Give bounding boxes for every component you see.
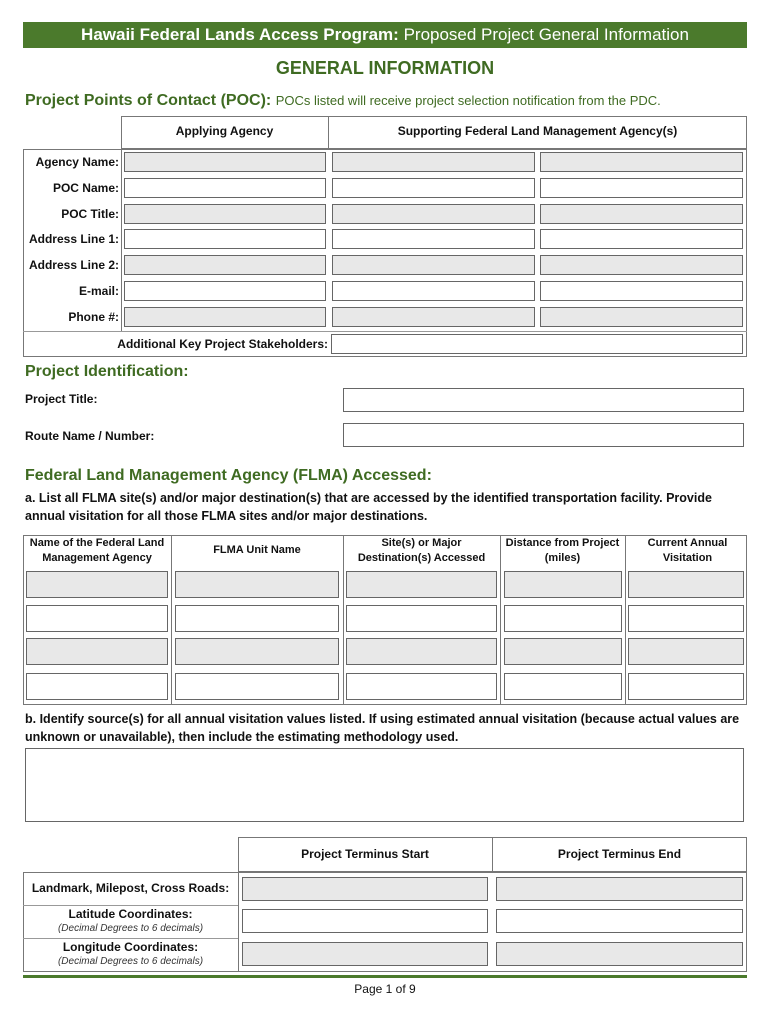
terminus-end-longitude-input[interactable]: [496, 942, 743, 966]
supporting-2-email-input[interactable]: [540, 281, 743, 301]
applying-phone-input[interactable]: [124, 307, 326, 327]
supporting-2-address-1-input[interactable]: [540, 229, 743, 249]
label-email: E-mail:: [78, 284, 119, 298]
flma-row4-agency-input[interactable]: [26, 673, 168, 700]
flma-row1-agency-input[interactable]: [26, 571, 168, 598]
col-supporting-agency: Supporting Federal Land Management Agency(s): [397, 124, 678, 138]
flma-row1-distance-input[interactable]: [504, 571, 622, 598]
flma-row1-unit-input[interactable]: [175, 571, 339, 598]
applying-address-1-input[interactable]: [124, 229, 326, 249]
supporting-2-phone-input[interactable]: [540, 307, 743, 327]
col-flma-unit: FLMA Unit Name: [213, 544, 301, 556]
identification-heading: Project Identification:: [25, 363, 189, 380]
flma-row4-unit-input[interactable]: [175, 673, 339, 700]
col-flma-sites: Site(s) or Major Destination(s) Accessed: [357, 537, 486, 564]
col-terminus-end: Project Terminus End: [557, 847, 682, 861]
label-landmark: Landmark, Milepost, Cross Roads:: [31, 881, 230, 895]
flma-instruction-b: b. Identify source(s) for all annual visitation values listed. If using estimated annual visitation (because actual values are unknown or unavailable), then include the estimating methodology used.: [25, 712, 740, 744]
flma-row3-sites-input[interactable]: [346, 638, 497, 665]
poc-heading: [25, 92, 661, 110]
page-title: GENERAL INFORMATION: [275, 58, 495, 78]
terminus-start-latitude-input[interactable]: [242, 909, 488, 933]
flma-row1-sites-input[interactable]: [346, 571, 497, 598]
poc-label-divider: [121, 149, 122, 331]
applying-email-input[interactable]: [124, 281, 326, 301]
col-applying-agency: Applying Agency: [175, 124, 274, 138]
terminus-row-divider-2: [23, 938, 238, 939]
flma-row2-agency-input[interactable]: [26, 605, 168, 632]
supporting-2-address-2-input[interactable]: [540, 255, 743, 275]
supporting-1-poc-name-input[interactable]: [332, 178, 535, 198]
supporting-agency-2-name-input[interactable]: [540, 152, 743, 172]
flma-row2-visitation-input[interactable]: [628, 605, 744, 632]
flma-row4-visitation-input[interactable]: [628, 673, 744, 700]
col-flma-visitation: Current Annual Visitation: [647, 537, 728, 564]
stakeholders-input[interactable]: [331, 334, 743, 354]
label-phone: Phone #:: [68, 310, 119, 324]
label-route: Route Name / Number:: [25, 429, 155, 443]
flma-row1-visitation-input[interactable]: [628, 571, 744, 598]
banner-program: Hawaii Federal Lands Access Program:: [81, 25, 399, 44]
col-flma-distance: Distance from Project (miles): [505, 537, 620, 564]
supporting-1-poc-title-input[interactable]: [332, 204, 535, 224]
supporting-1-phone-input[interactable]: [332, 307, 535, 327]
applying-agency-name-input[interactable]: [124, 152, 326, 172]
terminus-start-landmark-input[interactable]: [242, 877, 488, 901]
label-project-title: Project Title:: [25, 392, 98, 406]
supporting-2-poc-title-input[interactable]: [540, 204, 743, 224]
flma-row3-visitation-input[interactable]: [628, 638, 744, 665]
project-title-input[interactable]: [343, 388, 744, 412]
label-poc-title: POC Title:: [61, 207, 119, 221]
label-latitude: Latitude Coordinates:: [68, 907, 193, 921]
terminus-start-longitude-input[interactable]: [242, 942, 488, 966]
flma-row2-distance-input[interactable]: [504, 605, 622, 632]
longitude-note: (Decimal Degrees to 6 decimals): [57, 956, 204, 967]
terminus-end-landmark-input[interactable]: [496, 877, 743, 901]
footer-rule: [23, 975, 747, 978]
poc-heading-label: Project Points of Contact (POC):: [25, 92, 272, 109]
flma-col-divider-2: [343, 535, 344, 705]
supporting-2-poc-name-input[interactable]: [540, 178, 743, 198]
terminus-row-divider-1: [23, 905, 238, 906]
flma-row2-sites-input[interactable]: [346, 605, 497, 632]
flma-row3-distance-input[interactable]: [504, 638, 622, 665]
label-address-1: Address Line 1:: [28, 232, 119, 246]
flma-instruction-a: a. List all FLMA site(s) and/or major destination(s) that are accessed by the identified transportation facility. Provide annual visitation for all those FLMA sites and/or major destinations.: [25, 491, 712, 523]
flma-row4-distance-input[interactable]: [504, 673, 622, 700]
label-stakeholders: Additional Key Project Stakeholders:: [117, 337, 328, 351]
label-address-2: Address Line 2:: [28, 258, 119, 272]
flma-row4-sites-input[interactable]: [346, 673, 497, 700]
route-input[interactable]: [343, 423, 744, 447]
flma-row2-unit-input[interactable]: [175, 605, 339, 632]
col-flma-agency: Name of the Federal Land Management Agency: [29, 537, 165, 564]
supporting-agency-1-name-input[interactable]: [332, 152, 535, 172]
applying-poc-title-input[interactable]: [124, 204, 326, 224]
terminus-end-latitude-input[interactable]: [496, 909, 743, 933]
label-poc-name: POC Name:: [52, 181, 119, 195]
visitation-source-textarea[interactable]: [25, 748, 744, 822]
label-agency-name: Agency Name:: [35, 155, 119, 169]
poc-subheading: POCs listed will receive project selection notification from the PDC.: [275, 93, 661, 108]
terminus-label-divider: [238, 872, 239, 972]
supporting-1-address-2-input[interactable]: [332, 255, 535, 275]
flma-col-divider-1: [171, 535, 172, 705]
stakeholder-row-divider: [23, 331, 747, 332]
label-longitude: Longitude Coordinates:: [62, 940, 199, 954]
flma-row3-agency-input[interactable]: [26, 638, 168, 665]
banner-subtitle: Proposed Project General Information: [403, 25, 689, 44]
flma-heading: Federal Land Management Agency (FLMA) Accessed:: [25, 467, 432, 484]
flma-col-divider-4: [625, 535, 626, 705]
supporting-1-email-input[interactable]: [332, 281, 535, 301]
applying-poc-name-input[interactable]: [124, 178, 326, 198]
col-terminus-start: Project Terminus Start: [301, 847, 429, 861]
header-banner: [23, 22, 747, 48]
latitude-note: (Decimal Degrees to 6 decimals): [57, 923, 204, 934]
applying-address-2-input[interactable]: [124, 255, 326, 275]
supporting-1-address-1-input[interactable]: [332, 229, 535, 249]
flma-row3-unit-input[interactable]: [175, 638, 339, 665]
page-number: Page 1 of 9: [354, 982, 416, 996]
